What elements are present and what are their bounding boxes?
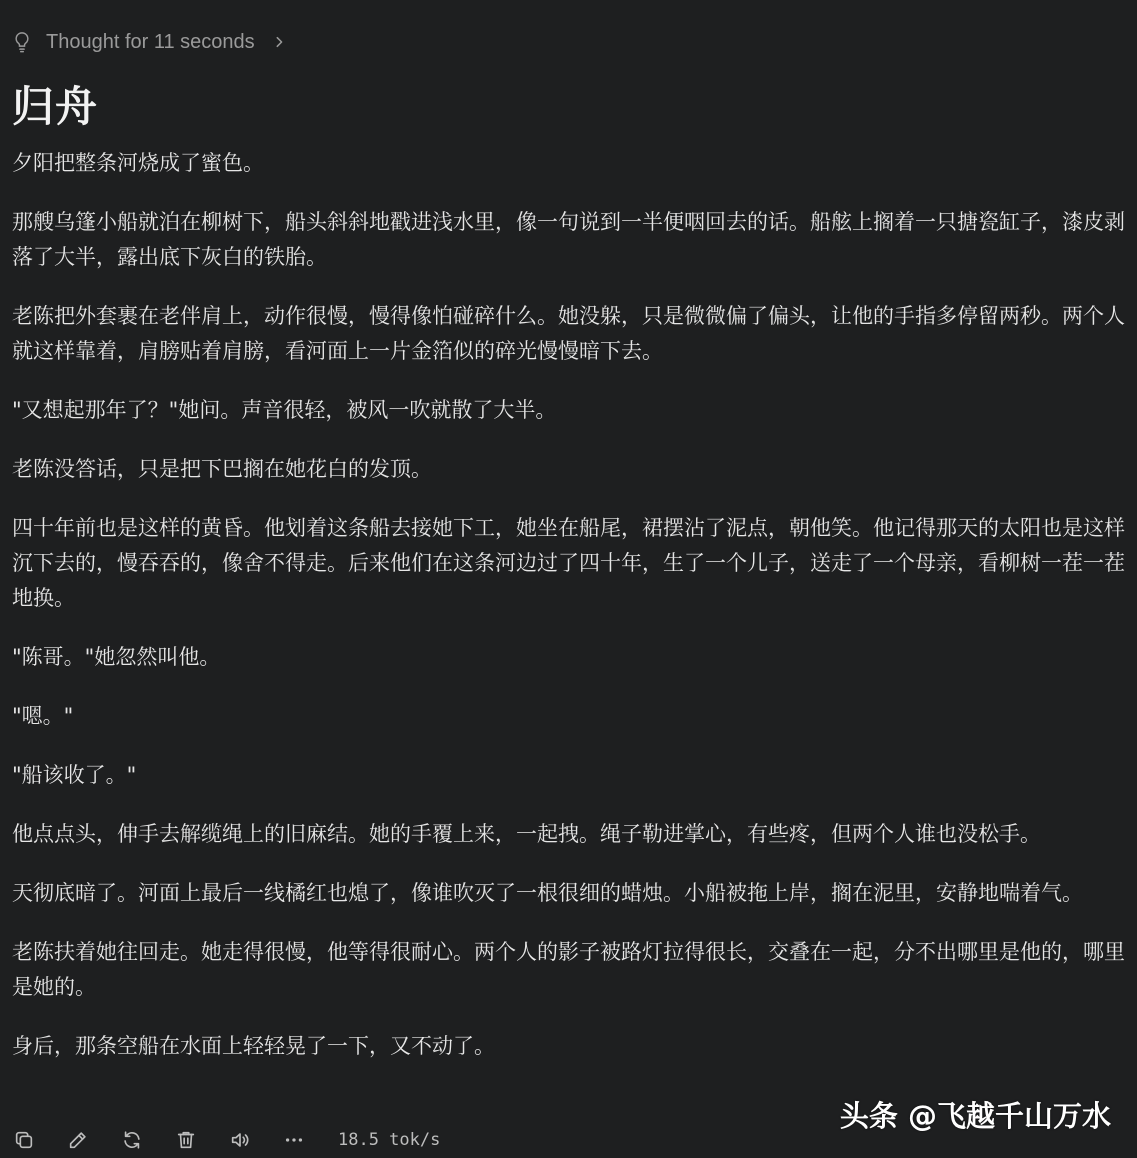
story-title: 归舟 [12,82,99,131]
regenerate-icon[interactable] [118,1126,146,1154]
thought-toggle[interactable] [12,28,287,56]
story-paragraph: 天彻底暗了。河面上最后一线橘红也熄了，像谁吹灭了一根很细的蜡烛。小船被拖上岸，搁在泥里，安静地喘着气。 [12,881,1083,905]
lightbulb-icon [12,29,34,55]
story-paragraph: 四十年前也是这样的黄昏。他划着这条船去接她下工，她坐在船尾，裙摆沾了泥点，朝他笑。他记得那天的太阳也是这样沉下去的，慢吞吞的，像舍不得走。后来他们在这条河边过了四十年，生了一个儿子，送走了一个母亲，看柳树一茬一茬地换。 [12,516,1125,610]
story-paragraph: "嗯。" [12,704,74,728]
story-paragraph: "船该收了。" [12,763,137,787]
story-paragraph: 夕阳把整条河烧成了蜜色。 [12,151,264,175]
edit-icon[interactable] [64,1126,92,1154]
story-paragraph: 老陈扶着她往回走。她走得很慢，他等得很耐心。两个人的影子被路灯拉得很长，交叠在一起，分不出哪里是他的，哪里是她的。 [12,940,1125,999]
story-paragraph: 身后，那条空船在水面上轻轻晃了一下，又不动了。 [12,1034,495,1058]
generation-speed: 18.5 tok/s [338,1130,441,1150]
story-paragraph: 老陈把外套裹在老伴肩上，动作很慢，慢得像怕碰碎什么。她没躲，只是微微偏了偏头，让他的手指多停留两秒。两个人就这样靠着，肩膀贴着肩膀，看河面上一片金箔似的碎光慢慢暗下去。 [12,304,1125,363]
story-body [12,146,1127,1088]
story-paragraph: 他点点头，伸手去解缆绳上的旧麻结。她的手覆上来，一起拽。绳子勒进掌心，有些疼，但两个人谁也没松手。 [12,822,1041,846]
more-icon[interactable] [280,1126,308,1154]
copy-icon[interactable] [10,1126,38,1154]
speaker-icon[interactable] [226,1126,254,1154]
message-toolbar [10,1124,440,1156]
thought-label: Thought for 11 seconds [46,30,255,53]
story-paragraph: 那艘乌篷小船就泊在柳树下，船头斜斜地戳进浅水里，像一句说到一半便咽回去的话。船舷上搁着一只搪瓷缸子，漆皮剥落了大半，露出底下灰白的铁胎。 [12,210,1125,269]
watermark: 头条 @飞越千山万水 [839,1099,1111,1133]
story-paragraph: 老陈没答话，只是把下巴搁在她花白的发顶。 [12,457,432,481]
delete-icon[interactable] [172,1126,200,1154]
story-paragraph: "陈哥。"她忽然叫他。 [12,645,221,669]
chevron-right-icon[interactable] [273,35,287,49]
story-paragraph: "又想起那年了？"她问。声音很轻，被风一吹就散了大半。 [12,398,557,422]
